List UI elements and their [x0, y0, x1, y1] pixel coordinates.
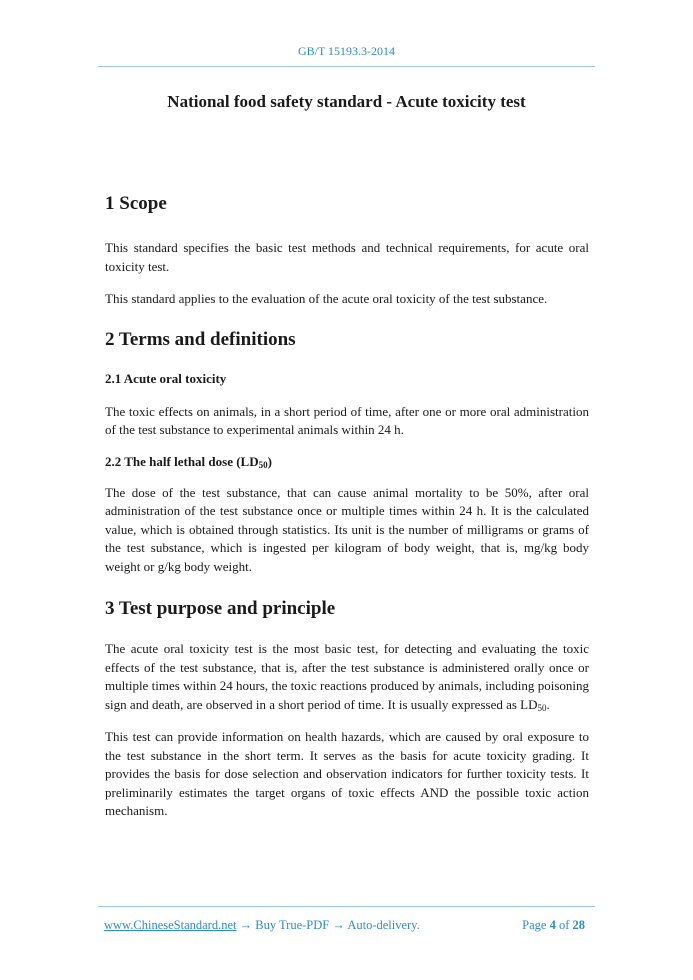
running-header: GB/T 15193.3-2014 [297, 44, 396, 58]
subsection-heading-acute-oral-toxicity: 2.1 Acute oral toxicity [105, 370, 227, 386]
acute-oral-toxicity-definition: The toxic effects on animals, in a short period of time, after one or more oral administration of the test substance to experimental animals within 24 h. [105, 403, 589, 437]
delivery-text: Auto-delivery. [347, 918, 420, 932]
page-total: 28 [572, 918, 585, 932]
page-current: 4 [549, 918, 556, 932]
footer-links [104, 918, 420, 933]
page-number: Page 4 of 28 [522, 918, 585, 932]
document-title: National food safety standard - Acute toxicity test [167, 92, 526, 111]
purpose-paragraph-1: The acute oral toxicity test is the most basic test, for detecting and evaluating the toxic effects of the test substance, that is, after the test substance is administered orally once or multiple times within 24 hours, the toxic reactions produced by animals, including poisoning sign and death, are observed in a short period of time. It is usually expressed as $LD_{50}$. [105, 641, 589, 713]
arrow-right-icon: → [329, 918, 348, 932]
scope-paragraph-2: This standard applies to the evaluation of the acute oral toxicity of the test substance. [105, 291, 548, 306]
site-link[interactable]: www.ChineseStandard.net [104, 918, 237, 932]
scope-paragraph-1: This standard specifies the basic test methods and technical requirements, for acute oral toxicity test. [105, 240, 589, 274]
footer-divider [98, 906, 595, 907]
section-heading-terms: 2 Terms and definitions [105, 328, 296, 350]
purpose-paragraph-2: This test can provide information on health hazards, which are caused by oral exposure to the test substance in the short term. It serves as the basis for acute toxicity grading. It provides the basis for dose selection and observation indicators for further toxicity tests. It preliminarily estimates the target organs of toxic effects AND the possible toxic action mechanism. [105, 729, 589, 818]
section-heading-purpose: 3 Test purpose and principle [105, 598, 336, 619]
page-footer [104, 918, 585, 933]
document-body [105, 193, 589, 821]
header-divider [98, 66, 595, 67]
subsection-heading-ld50: 2.2 The half lethal dose $(LD_{50})$ [105, 453, 272, 470]
section-heading-scope: 1 Scope [105, 193, 167, 214]
arrow-right-icon: → [236, 918, 256, 932]
buy-link[interactable]: Buy True-PDF [255, 918, 330, 932]
ld50-definition: The dose of the test substance, that can cause animal mortality to be 50%, after oral administration of the test substance once or multiple times within 24 h. It is the calculated value, which is obtained through statistics. Its unit is the number of milligrams or grams of the test substance, which is ingested per kilogram of body weight, that is, mg/kg body weight or g/kg body weight. [105, 484, 589, 574]
